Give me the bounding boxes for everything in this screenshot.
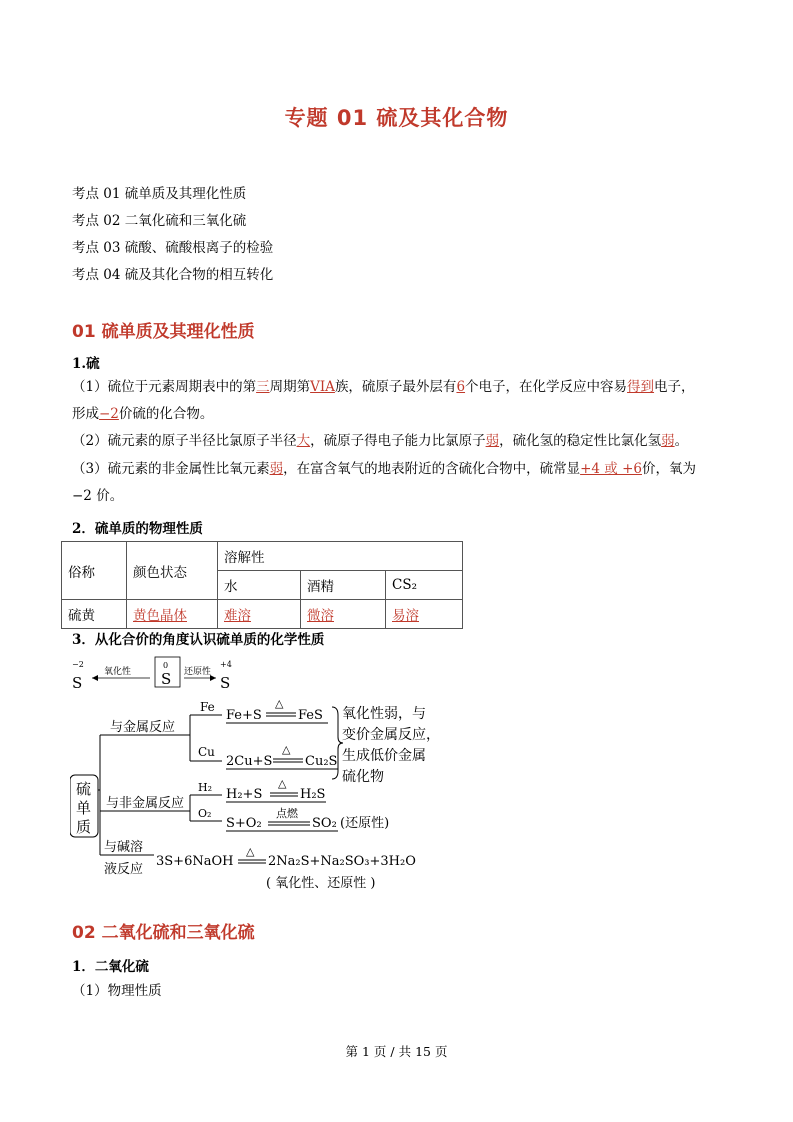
heat-symbol: △ — [282, 743, 291, 756]
equation: Cu₂S — [305, 754, 338, 769]
answer-blank: 弱 — [485, 433, 500, 449]
page-title: 专题 01 硫及其化合物 — [284, 106, 509, 130]
condition-label: 点燃 — [276, 807, 298, 820]
branch-label: 与碱溶 — [104, 840, 144, 855]
toc-item: 考点 02 二氧化硫和三氧化硫 — [72, 213, 247, 229]
paragraph: （1）硫位于元素周期表中的第三周期第VIA族，硫原子最外层有6个电子，在化学反应中容易得到电子， — [72, 379, 695, 395]
answer-blank: −2 — [99, 406, 119, 422]
note-text: 变价金属反应， — [342, 727, 440, 743]
reactant-label: H₂ — [198, 781, 213, 794]
table-cell: 难溶 — [218, 600, 301, 629]
subheading: 2．硫单质的物理性质 — [72, 521, 203, 537]
sulfur-symbol: S — [72, 674, 83, 692]
equation: Fe+S — [226, 708, 262, 723]
sulfur-symbol: S — [220, 674, 231, 692]
root-label: 单 — [76, 799, 92, 817]
root-label: 质 — [76, 818, 92, 836]
arrow-label: 氧化性 — [104, 667, 132, 677]
answer-blank: 弱 — [269, 461, 284, 477]
heat-symbol: △ — [275, 697, 284, 710]
physical-properties-table — [61, 541, 463, 629]
equation: 2Na₂S+Na₂SO₃+3H₂O — [268, 854, 416, 869]
equation: FeS — [298, 708, 323, 723]
paragraph: （3）硫元素的非金属性比氧元素弱，在富含氧气的地表附近的含硫化合物中，硫常显+4 或 +6价，氧为 — [72, 461, 696, 477]
equation: S+O₂ — [226, 816, 262, 831]
equation: 2Cu+S — [226, 754, 273, 769]
answer-blank: 6 — [456, 379, 466, 395]
toc-item: 考点 01 硫单质及其理化性质 — [72, 186, 247, 202]
section-heading: 02 二氧化硫和三氧化硫 — [72, 923, 255, 943]
equation: H₂+S — [226, 787, 263, 802]
branch-label: 液反应 — [104, 862, 144, 877]
sulfur-symbol: S — [161, 670, 172, 688]
section-heading: 01 硫单质及其理化性质 — [72, 322, 255, 342]
table-cell: 黄色晶体 — [127, 600, 218, 629]
table-header: 水 — [218, 571, 301, 600]
equation: 3S+6NaOH — [156, 854, 234, 869]
branch-label: 与金属反应 — [110, 720, 176, 735]
paragraph: （1）物理性质 — [72, 983, 162, 999]
arrow-label: 还原性 — [184, 667, 212, 677]
valence-label: 0 — [163, 661, 169, 670]
equation: SO₂ — [312, 816, 337, 831]
subheading: 1.硫 — [72, 356, 100, 372]
table-header: 颜色状态 — [127, 542, 218, 600]
sulfur-reaction-diagram — [70, 655, 490, 900]
table-header: CS₂ — [386, 571, 463, 600]
answer-blank: 大 — [296, 433, 311, 449]
equation: H₂S — [300, 787, 326, 802]
note-text: 氧化性弱，与 — [342, 706, 426, 722]
toc-item: 考点 04 硫及其化合物的相互转化 — [72, 267, 274, 283]
answer-blank: VIA — [310, 379, 335, 395]
reactant-label: Cu — [198, 745, 215, 759]
note-text: ( 氧化性、还原性 ) — [266, 876, 376, 891]
reactant-label: O₂ — [198, 807, 212, 820]
paragraph: −2 价。 — [72, 488, 124, 504]
note-text: 硫化物 — [342, 769, 384, 785]
table-cell: 微溶 — [301, 600, 386, 629]
paragraph: 形成−2价硫的化合物。 — [72, 406, 214, 422]
table-cell: 硫黄 — [62, 600, 127, 629]
table-cell: 易溶 — [386, 600, 463, 629]
valence-label: +4 — [220, 660, 232, 669]
root-label: 硫 — [76, 780, 92, 798]
paragraph: （2）硫元素的原子半径比氯原子半径大，硫原子得电子能力比氯原子弱，硫化氢的稳定性比氯化氢弱。 — [72, 433, 689, 449]
answer-blank: 三 — [256, 379, 270, 395]
answer-blank: +4 或 +6 — [580, 461, 642, 477]
page-footer: 第 1 页 / 共 15 页 — [345, 1044, 448, 1059]
heat-symbol: △ — [246, 845, 255, 858]
toc-item: 考点 03 硫酸、硫酸根离子的检验 — [72, 240, 274, 256]
note-text: (还原性) — [340, 816, 390, 831]
heat-symbol: △ — [278, 777, 287, 790]
table-header: 俗称 — [62, 542, 127, 600]
subheading: 3．从化合价的角度认识硫单质的化学性质 — [72, 632, 325, 648]
valence-label: −2 — [72, 660, 84, 669]
note-text: 生成低价金属 — [342, 748, 426, 764]
branch-label: 与非金属反应 — [106, 796, 185, 811]
table-header: 溶解性 — [218, 542, 463, 571]
table-header: 酒精 — [301, 571, 386, 600]
answer-blank: 得到 — [627, 379, 655, 395]
subheading: 1．二氧化硫 — [72, 959, 149, 975]
answer-blank: 弱 — [661, 433, 675, 449]
reactant-label: Fe — [200, 700, 215, 714]
